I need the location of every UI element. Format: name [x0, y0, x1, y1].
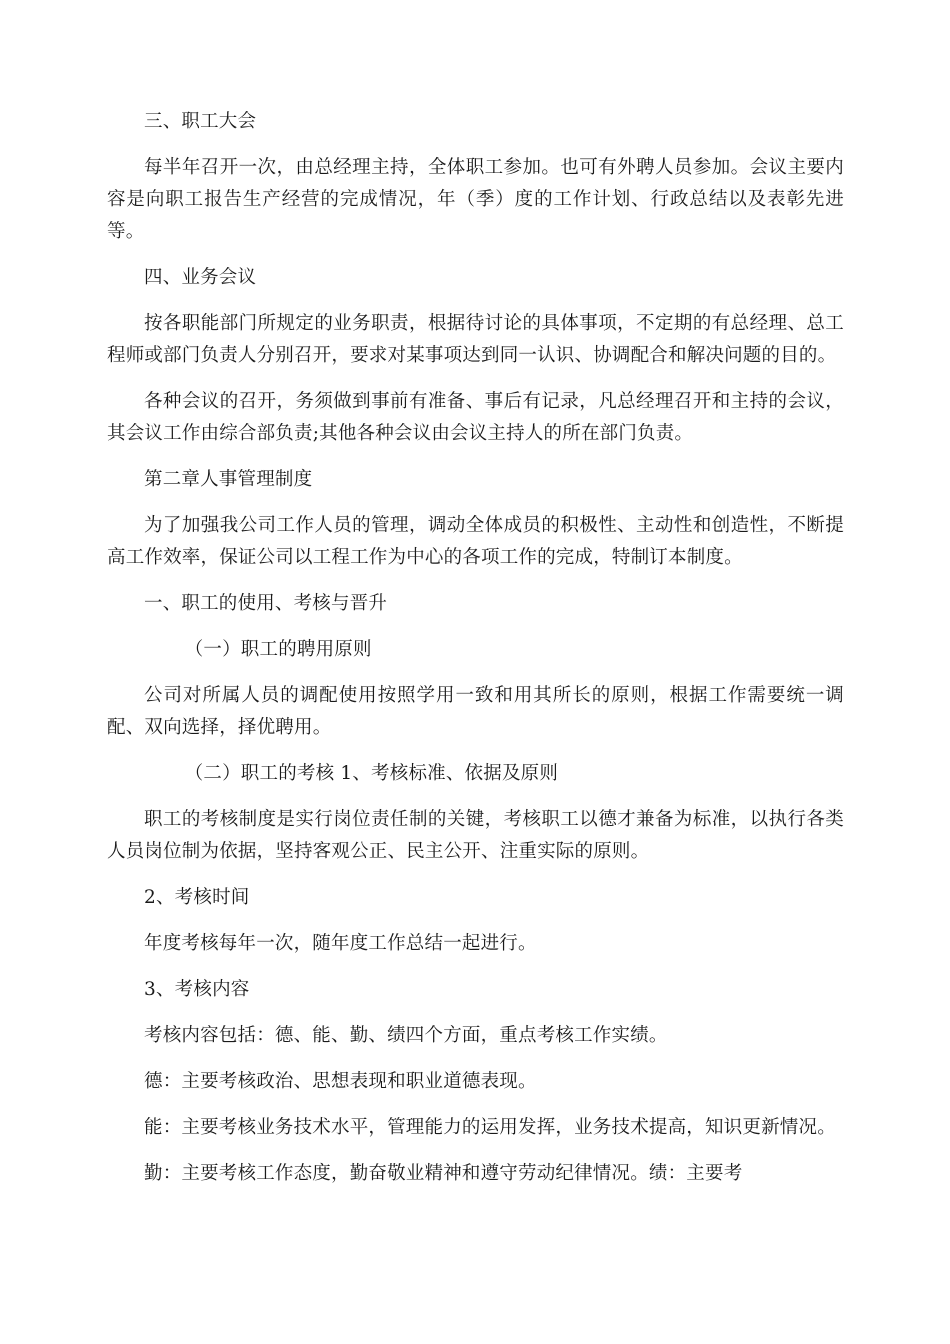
paragraph-assessment-content: 考核内容包括：德、能、勤、绩四个方面，重点考核工作实绩。 [144, 1025, 668, 1046]
item-heading-assessment-content: 3、考核内容 [144, 979, 250, 1000]
paragraph-meeting-responsibility: 各种会议的召开，务须做到事前有准备、事后有记录，凡总经理召开和主持的会议，其会议工作由综合部负责;其他各种会议由会议主持人的所在部门负责。 [107, 391, 844, 444]
chapter-heading-personnel: 第二章人事管理制度 [144, 469, 313, 490]
section-heading-staff-use: 一、职工的使用、考核与晋升 [144, 593, 388, 614]
item-heading-assessment-time: 2、考核时间 [144, 887, 250, 908]
paragraph-personnel-purpose: 为了加强我公司工作人员的管理，调动全体成员的积极性、主动性和创造性，不断提高工作效率，保证公司以工程工作为中心的各项工作的完成，特制订本制度。 [107, 515, 844, 568]
paragraph-assessment-time: 年度考核每年一次，随年度工作总结一起进行。 [144, 933, 537, 954]
paragraph-hiring: 公司对所属人员的调配使用按照学用一致和用其所长的原则，根据工作需要统一调配、双向选择，择优聘用。 [107, 685, 844, 738]
section-heading-business-meeting: 四、业务会议 [144, 267, 257, 288]
paragraph-virtue: 德：主要考核政治、思想表现和职业道德表现。 [144, 1071, 537, 1092]
paragraph-diligence: 勤：主要考核工作态度，勤奋敬业精神和遵守劳动纪律情况。绩：主要考 [144, 1163, 743, 1184]
subsection-heading-assessment: （二）职工的考核 1、考核标准、依据及原则 [184, 763, 559, 784]
paragraph-staff-meeting: 每半年召开一次，由总经理主持，全体职工参加。也可有外聘人员参加。会议主要内容是向职工报告生产经营的完成情况，年（季）度的工作计划、行政总结以及表彰先进等。 [107, 157, 844, 242]
subsection-heading-hiring: （一）职工的聘用原则 [184, 639, 372, 660]
section-heading-staff-meeting: 三、职工大会 [144, 111, 257, 132]
document-body [107, 106, 844, 1204]
paragraph-business-meeting: 按各职能部门所规定的业务职责，根据待讨论的具体事项，不定期的有总经理、总工程师或部门负责人分别召开，要求对某事项达到同一认识、协调配合和解决问题的目的。 [107, 313, 844, 366]
paragraph-assessment: 职工的考核制度是实行岗位责任制的关键，考核职工以德才兼备为标准，以执行各类人员岗位制为依据，坚持客观公正、民主公开、注重实际的原则。 [107, 809, 844, 862]
paragraph-ability: 能：主要考核业务技术水平，管理能力的运用发挥，业务技术提高，知识更新情况。 [144, 1117, 836, 1138]
